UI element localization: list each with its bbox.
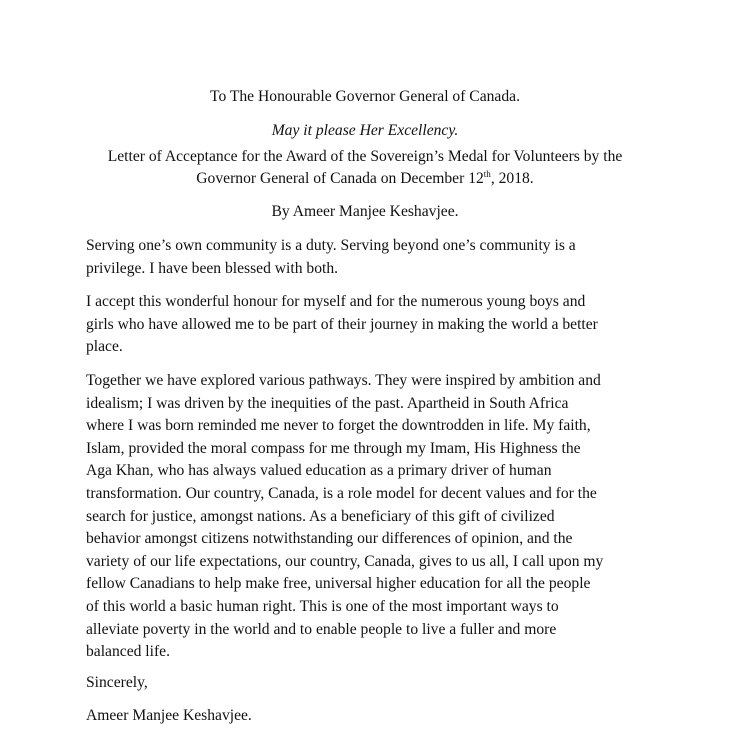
paragraph-line: Serving one’s own community is a duty. Serving beyond one’s community is a: [86, 237, 576, 254]
paragraph-line: where I was born reminded me never to forget the downtrodden in life. My faith,: [86, 417, 591, 435]
salutation-line: May it please Her Excellency.: [271, 122, 459, 139]
paragraph-2: [86, 291, 686, 359]
paragraph-1: [86, 235, 686, 280]
title-date-suffix: , 2018.: [490, 170, 534, 187]
paragraph-line: idealism; I was driven by the inequities of the past. Apartheid in South Africa: [86, 394, 569, 412]
paragraph-line: Aga Khan, who has always valued education as a primary driver of human: [86, 462, 552, 480]
paragraph-line: place.: [86, 338, 123, 356]
paragraph-line: girls who have allowed me to be part of their journey in making the world a better: [86, 315, 598, 333]
paragraph-line: variety of our life expectations, our country, Canada, gives to us all, I call upon my: [86, 552, 604, 570]
addressee-line: To The Honourable Governor General of Canada.: [210, 88, 520, 105]
closing-line: Sincerely,: [86, 674, 148, 691]
signature-line: Ameer Manjee Keshavjee.: [86, 707, 252, 724]
paragraph-line: search for justice, amongst nations. As a beneficiary of this gift of civilized: [86, 507, 555, 525]
paragraph-line: transformation. Our country, Canada, is a role model for decent values and for the: [86, 484, 597, 502]
paragraph-line: of this world a basic human right. This is one of the most important ways to: [86, 597, 559, 615]
paragraph-line: alleviate poverty in the world and to enable people to live a fuller and more: [86, 620, 557, 638]
author-byline: By Ameer Manjee Keshavjee.: [271, 203, 459, 220]
paragraph-line: fellow Canadians to help make free, universal higher education for all the people: [86, 575, 591, 593]
paragraph-line: balanced life.: [86, 643, 170, 661]
paragraph-line: Together we have explored various pathways. They were inspired by ambition and: [86, 372, 601, 389]
letter-title-line-1: Letter of Acceptance for the Award of the Sovereign’s Medal for Volunteers by the: [107, 148, 623, 165]
letter-title: [0, 146, 730, 190]
title-date-prefix: Governor General of Canada on December 12: [196, 170, 484, 187]
letter-title-line-2: [196, 170, 533, 187]
paragraph-line: I accept this wonderful honour for myself and for the numerous young boys and: [86, 293, 586, 310]
paragraph-line: behavior amongst citizens notwithstanding our differences of opinion, and the: [86, 530, 573, 548]
paragraph-line: Islam, provided the moral compass for me through my Imam, His Highness the: [86, 439, 581, 457]
paragraph-3: [86, 370, 686, 664]
title-date-ordinal: th: [483, 169, 491, 179]
paragraph-line: privilege. I have been blessed with both.: [86, 259, 339, 277]
